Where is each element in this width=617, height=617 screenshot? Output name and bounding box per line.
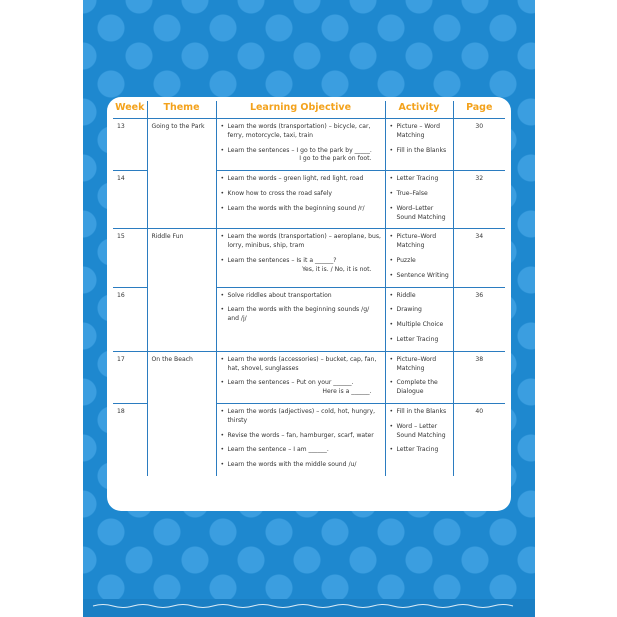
week-number: 14 [113, 171, 147, 229]
page-bottom-strip [83, 599, 535, 617]
activity-item: • Word – Letter Sound Matching [390, 423, 450, 441]
objectives-list [221, 408, 382, 470]
objective-item [221, 147, 382, 165]
objectives-list [221, 175, 382, 213]
objectives-cell [216, 351, 385, 403]
objective-item: • Learn the words (transportation) – aeroplane, bus, lorry, minibus, ship, tram [221, 233, 382, 251]
activity-item: • Letter Tracing [390, 175, 450, 184]
objective-item: • Learn the words (transportation) – bicycle, car, ferry, motorcycle, taxi, train [221, 123, 382, 141]
theme-cell: Riddle Fun [147, 229, 216, 287]
activities-list [390, 356, 450, 397]
page-number: 32 [453, 171, 505, 229]
objective-item: • Learn the words (accessories) – bucket, cap, fan, hat, shovel, sunglasses [221, 356, 382, 374]
activities-cell [385, 229, 453, 287]
activity-item: • Letter Tracing [390, 336, 450, 345]
objectives-list [221, 233, 382, 274]
objective-line: Yes, it is. / No, it is not. [302, 265, 372, 273]
activities-list [390, 233, 450, 280]
activities-cell [385, 351, 453, 403]
week-number: 15 [113, 229, 147, 287]
objective-item: • Revise the words – fan, hamburger, scarf, water [221, 432, 382, 441]
objectives-list [221, 292, 382, 324]
activity-item: • Sentence Writing [390, 272, 450, 281]
header-week: Week [115, 102, 145, 113]
objective-line: Here is a ______. [322, 388, 372, 396]
objective-line: I go to the park on foot. [299, 155, 372, 163]
header-learning-objective: Learning Objective [216, 101, 385, 119]
table-row [113, 171, 505, 229]
week-number: 13 [113, 119, 147, 171]
activities-cell [385, 119, 453, 171]
objective-item: • Solve riddles about transportation [221, 292, 382, 301]
table-row [113, 119, 505, 171]
objective-item: • Learn the words – green light, red light, road [221, 175, 382, 184]
syllabus-card [107, 97, 511, 511]
page-background [83, 0, 535, 617]
page-number: 36 [453, 287, 505, 351]
activity-item: • Multiple Choice [390, 321, 450, 330]
theme-cell: On the Beach [147, 351, 216, 403]
header-theme: Theme [147, 101, 216, 119]
objective-line: • Learn the sentences – Is it a ______? [227, 256, 337, 264]
objective-item: • Learn the words with the beginning sound /r/ [221, 205, 382, 214]
page-number: 38 [453, 351, 505, 403]
theme-cell: Going to the Park [147, 119, 216, 171]
table-row [113, 403, 505, 475]
week-number: 16 [113, 287, 147, 351]
syllabus-table [113, 101, 505, 476]
theme-cell [147, 287, 216, 351]
objective-item: • Learn the words (adjectives) – cold, hot, hungry, thirsty [221, 408, 382, 426]
objective-line: • Learn the sentences – Put on your ______. [227, 379, 354, 387]
activity-item: • Letter Tracing [390, 446, 450, 455]
activity-item: • Fill in the Blanks [390, 147, 450, 156]
objective-item [221, 257, 382, 275]
activity-item: • Complete the Dialogue [390, 379, 450, 397]
activities-cell [385, 287, 453, 351]
activity-item: • Picture–Word Matching [390, 356, 450, 374]
activities-list [390, 292, 450, 345]
syllabus-body [113, 119, 505, 476]
objectives-cell [216, 287, 385, 351]
theme-cell [147, 171, 216, 229]
page-number: 30 [453, 119, 505, 171]
table-row [113, 287, 505, 351]
objectives-cell [216, 229, 385, 287]
objective-item: • Learn the sentence – I am ______. [221, 446, 382, 455]
table-row [113, 229, 505, 287]
activities-cell [385, 171, 453, 229]
objective-item: • Know how to cross the road safely [221, 190, 382, 199]
header-activity: Activity [385, 101, 453, 119]
page-number: 40 [453, 403, 505, 475]
objective-item [221, 379, 382, 397]
activities-list [390, 123, 450, 155]
wave-decoration [83, 601, 535, 611]
activity-item: • Fill in the Blanks [390, 408, 450, 417]
activity-item: • Picture–Word Matching [390, 233, 450, 251]
week-number: 18 [113, 403, 147, 475]
objectives-cell [216, 171, 385, 229]
objective-item: • Learn the words with the beginning sounds /g/ and /j/ [221, 306, 382, 324]
objectives-list [221, 356, 382, 397]
activities-cell [385, 403, 453, 475]
activity-item: • Drawing [390, 306, 450, 315]
activity-item: • Word–Letter Sound Matching [390, 205, 450, 223]
theme-cell [147, 403, 216, 475]
objective-line: • Learn the sentences – I go to the park by _____. [227, 146, 372, 154]
activities-list [390, 175, 450, 222]
objectives-list [221, 123, 382, 164]
activity-item: • Picture – Word Matching [390, 123, 450, 141]
activity-item: • Puzzle [390, 257, 450, 266]
objectives-cell [216, 119, 385, 171]
objective-item: • Learn the words with the middle sound /u/ [221, 461, 382, 470]
page-number: 34 [453, 229, 505, 287]
header-page: Page [453, 101, 505, 119]
objectives-cell [216, 403, 385, 475]
activity-item: • True–False [390, 190, 450, 199]
week-number: 17 [113, 351, 147, 403]
activities-list [390, 408, 450, 455]
header-row [113, 101, 505, 119]
table-row [113, 351, 505, 403]
activity-item: • Riddle [390, 292, 450, 301]
